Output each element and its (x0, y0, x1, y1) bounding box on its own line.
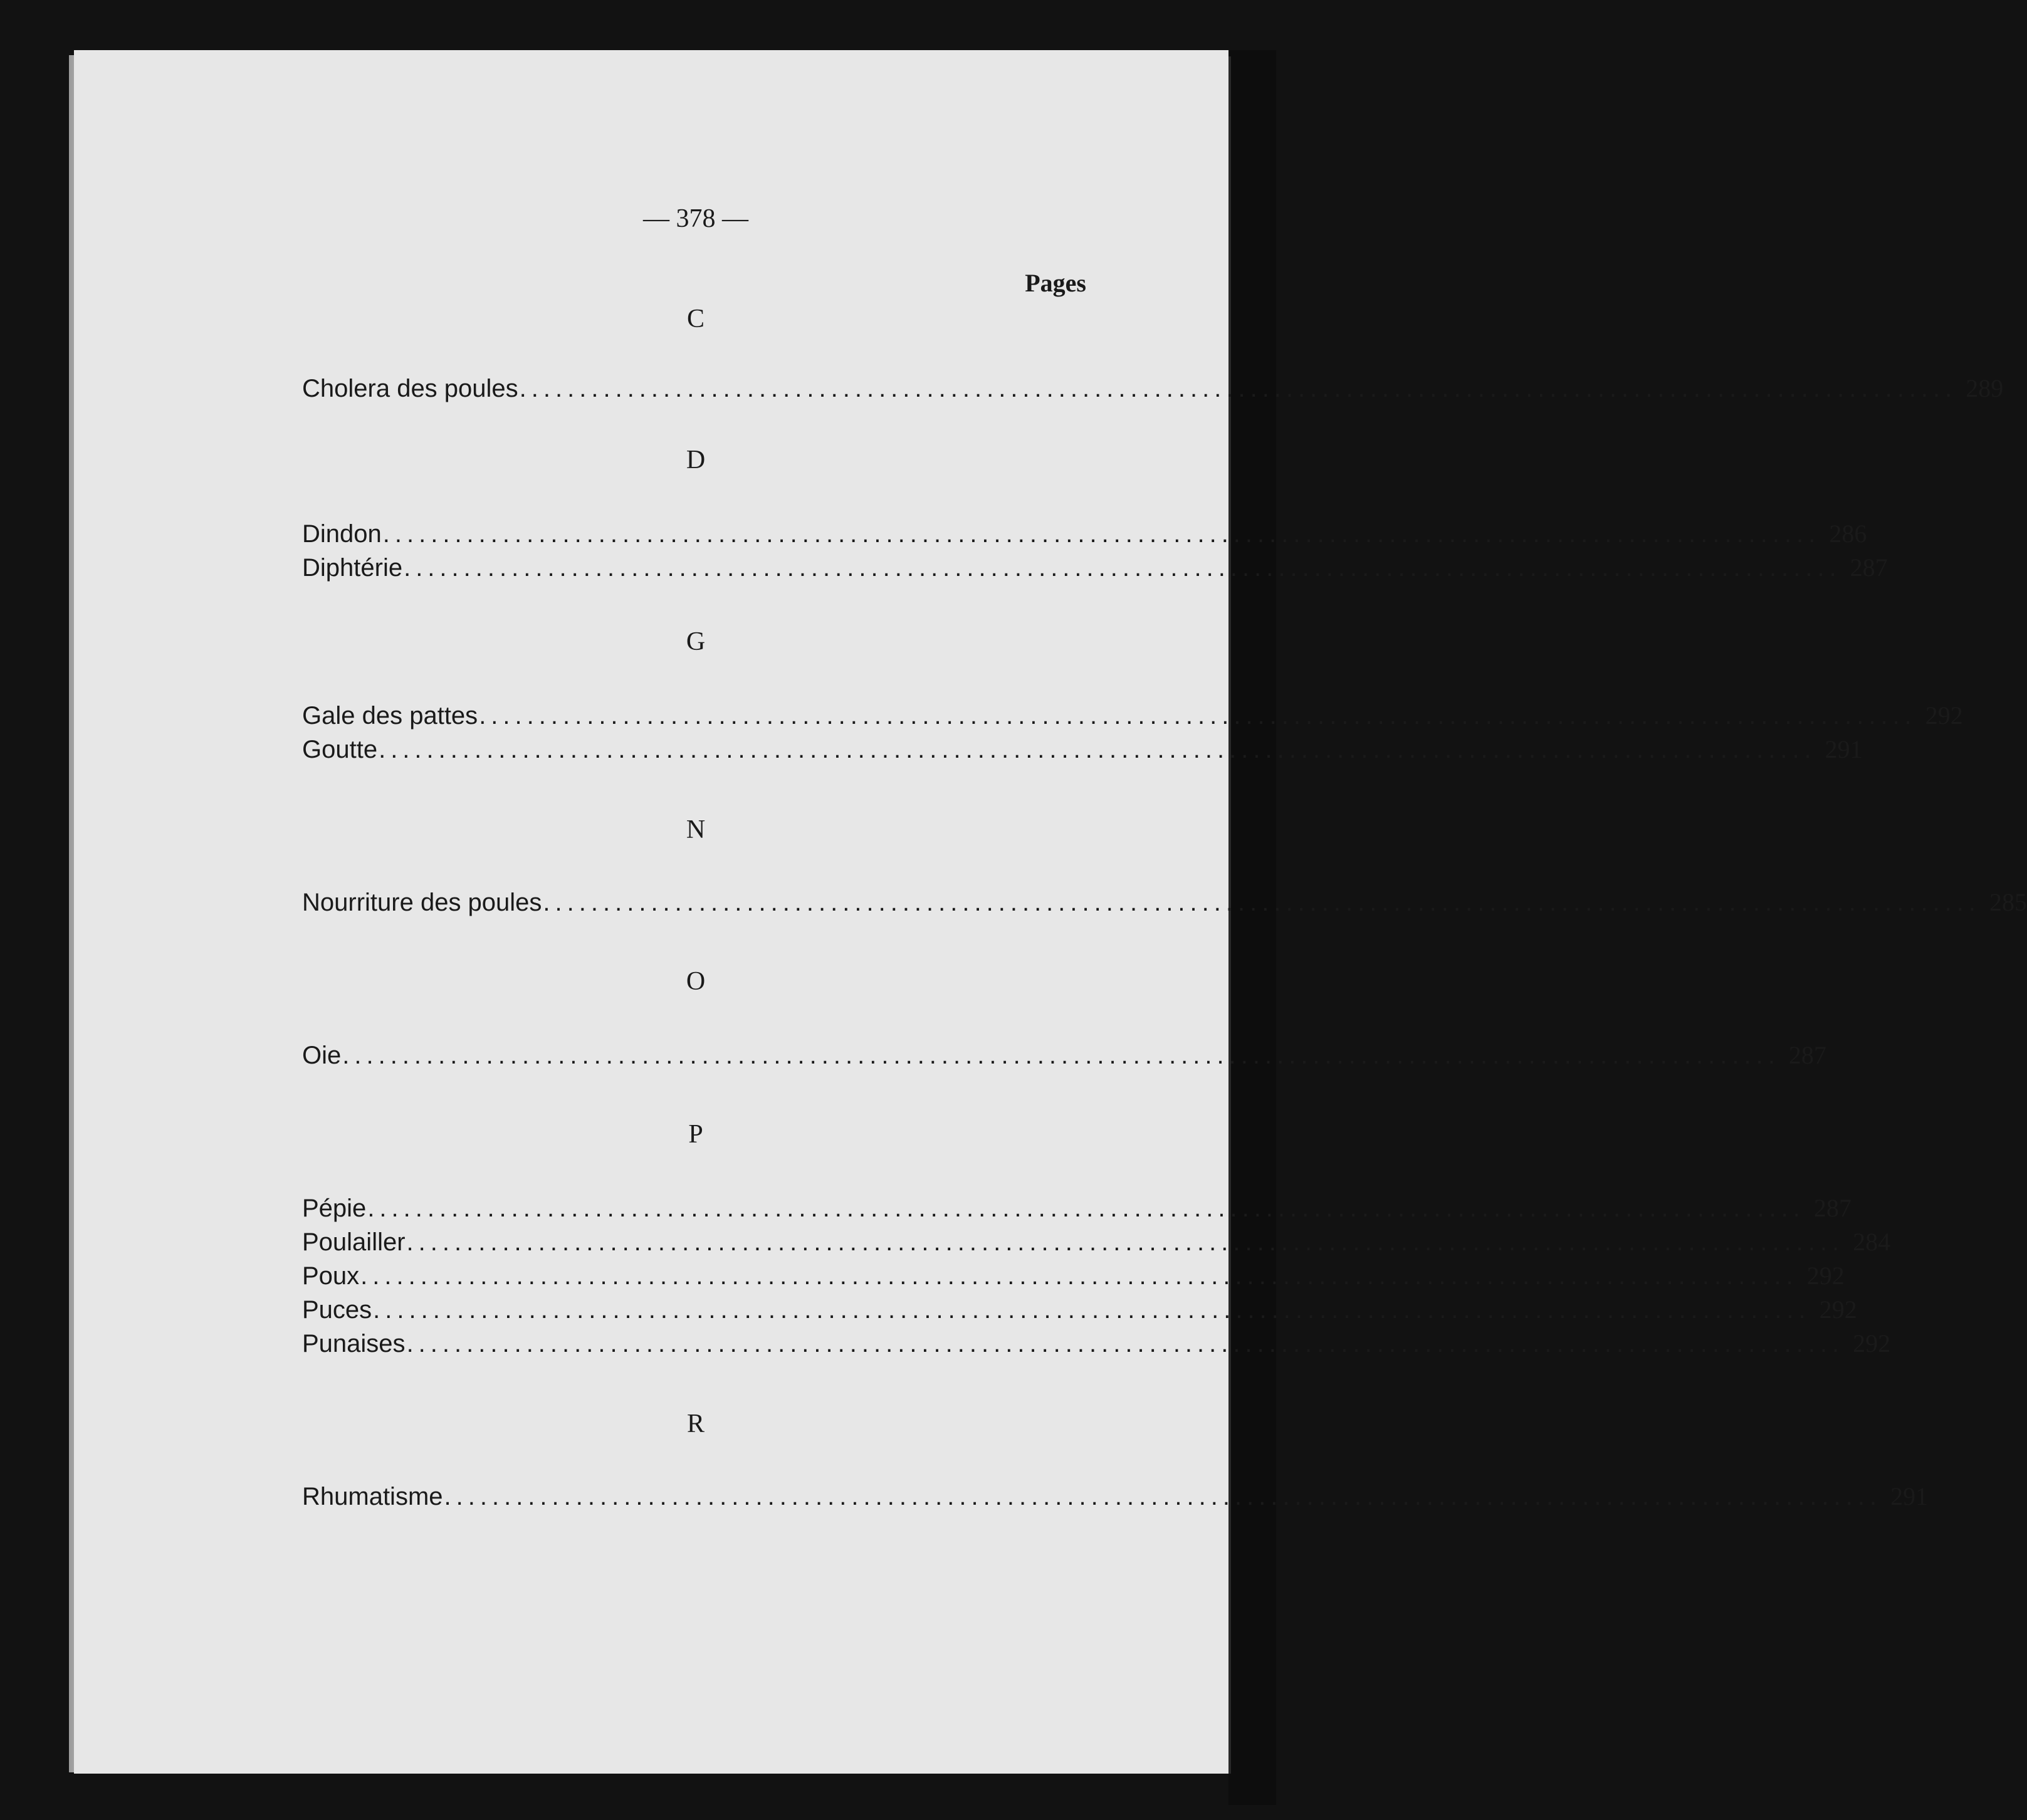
index-entry (302, 1261, 1845, 1294)
entry-page: 287 (1813, 1194, 1852, 1222)
dot-leader: ........................................................................................................................ (543, 889, 1981, 916)
entry-page: 292 (1853, 1329, 1891, 1357)
section-letter-g: G (686, 627, 706, 656)
entry-term: Goutte (302, 736, 378, 763)
dot-leader: ........................................................................................................................ (382, 520, 1821, 548)
dot-leader: ........................................................................................................................ (379, 736, 1816, 763)
index-entry (302, 553, 1888, 585)
section-letter-d: D (686, 446, 706, 474)
entry-term: Pépie (302, 1195, 367, 1222)
dot-leader: ........................................................................................................................ (367, 1195, 1805, 1222)
entry-page: 292 (1819, 1295, 1857, 1324)
index-entry (302, 887, 2027, 920)
index-entry (302, 1329, 1891, 1361)
dot-leader: ........................................................................................................................ (444, 1483, 1882, 1510)
entry-term: Nourriture des poules (302, 889, 542, 916)
section-letter-o: O (686, 967, 706, 996)
entry-term: Rhumatisme (302, 1483, 443, 1510)
dot-leader: ........................................................................................................................ (406, 1228, 1845, 1256)
index-entry (302, 1193, 1852, 1226)
entry-page: 289 (1966, 374, 2004, 402)
dot-leader: ........................................................................................................................ (519, 375, 1957, 402)
section-letter-p: P (688, 1120, 703, 1149)
entry-term: Punaises (302, 1330, 406, 1357)
dot-leader: ........................................................................................................................ (360, 1262, 1798, 1290)
dot-leader: ........................................................................................................................ (404, 554, 1841, 582)
index-entry (302, 735, 1863, 767)
entry-page: 284 (1853, 1228, 1891, 1256)
section-letter-n: N (686, 815, 706, 844)
facing-page-edge (1228, 50, 1276, 1805)
index-entry (302, 701, 1963, 733)
index-entry (302, 1482, 1929, 1514)
entry-page: 291 (1890, 1482, 1929, 1510)
entry-page: 292 (1925, 701, 1963, 730)
entry-page: 285 (1989, 888, 2027, 916)
entry-term: Oie (302, 1042, 342, 1069)
entry-term: Cholera des poules (302, 375, 518, 402)
dot-leader: ........................................................................................................................ (342, 1042, 1780, 1069)
entry-page: 291 (1825, 735, 1863, 763)
entry-term: Poux (302, 1262, 360, 1290)
entry-page: 292 (1806, 1262, 1845, 1290)
entry-term: Gale des pattes (302, 702, 478, 730)
dot-leader: ........................................................................................................................ (406, 1330, 1845, 1357)
entry-page: 287 (1850, 553, 1888, 582)
page-number: — 378 — (643, 204, 748, 233)
section-letter-r: R (686, 1409, 704, 1438)
section-letter-c: C (686, 305, 704, 333)
entry-term: Poulailler (302, 1228, 406, 1256)
dot-leader: ........................................................................................................................ (373, 1296, 1811, 1324)
entry-term: Dindon (302, 520, 382, 548)
index-entry (302, 1295, 1857, 1327)
index-entry (302, 1227, 1891, 1260)
index-entry (302, 374, 2004, 406)
index-entry (302, 519, 1867, 552)
dot-leader: ........................................................................................................................ (479, 702, 1917, 730)
entry-term: Puces (302, 1296, 372, 1324)
index-entry (302, 1040, 1826, 1073)
entry-page: 286 (1829, 520, 1867, 548)
pages-column-heading: Pages (1025, 269, 1086, 297)
entry-term: Diphtérie (302, 554, 403, 582)
entry-page: 287 (1788, 1041, 1826, 1069)
